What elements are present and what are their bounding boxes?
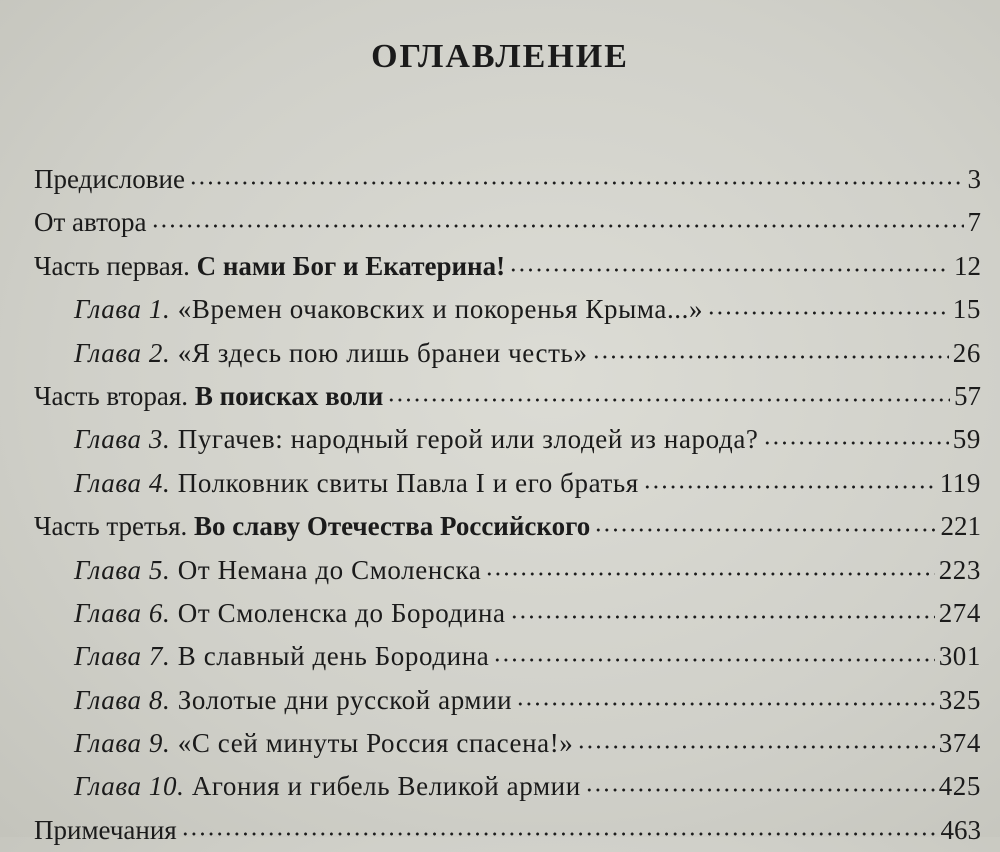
toc-page-number: 12	[954, 250, 981, 281]
toc-page-number: 325	[938, 684, 981, 715]
toc-entry-title: Золотые дни русской армии	[177, 684, 513, 715]
toc-entry-prefix: Часть первая.	[34, 250, 190, 281]
toc-entry-prefix: Часть третья.	[34, 511, 188, 542]
toc-entry-label	[74, 679, 512, 722]
toc-entry[interactable]	[34, 375, 981, 418]
toc-entry[interactable]	[34, 332, 981, 375]
toc-entry-prefix: Глава 3.	[74, 424, 171, 455]
toc-entry-prefix: От автора	[34, 207, 147, 238]
table-of-contents	[34, 158, 981, 852]
toc-entry-prefix: Глава 10.	[74, 771, 185, 802]
toc-entry-prefix: Предисловие	[34, 164, 185, 194]
toc-entry-prefix: Глава 1.	[74, 294, 171, 325]
toc-page-number: 223	[938, 554, 981, 585]
toc-entry-prefix: Глава 4.	[74, 467, 171, 498]
dot-leader	[516, 701, 934, 707]
toc-entry-title: «Я здесь пою лишь бранеи честь»	[177, 337, 588, 368]
toc-entry-title: Агония и гибель Великой армии	[191, 771, 581, 802]
toc-entry-title: «С сей минуты Россия спасена!»	[177, 728, 574, 759]
toc-page-number: 274	[938, 597, 981, 628]
dot-leader	[509, 267, 950, 273]
toc-entry-title: От Смоленска до Бородина	[177, 597, 506, 628]
toc-entry-title: В поисках воли	[194, 380, 384, 411]
toc-entry-title: Во славу Отечества Российского	[194, 511, 591, 542]
dot-leader	[485, 571, 934, 577]
toc-entry[interactable]	[34, 158, 981, 201]
dot-leader	[643, 484, 936, 490]
toc-page-number: 301	[938, 641, 981, 672]
toc-entry-label	[74, 635, 489, 678]
toc-entry-prefix: Примечания	[34, 814, 177, 845]
toc-entry-title: В славный день Бородина	[177, 641, 490, 672]
toc-entry-label	[74, 462, 639, 505]
toc-entry-label	[74, 288, 703, 331]
toc-entry[interactable]	[34, 765, 981, 808]
toc-entry[interactable]	[34, 462, 981, 505]
toc-entry-label	[34, 201, 147, 244]
toc-entry[interactable]	[34, 201, 981, 244]
dot-leader	[594, 527, 936, 533]
toc-page-number: 374	[938, 728, 981, 759]
toc-page-number: 7	[967, 207, 981, 238]
toc-entry-prefix: Глава 9.	[74, 728, 171, 759]
toc-entry-title: «Времен очаковских и покоренья Крыма...»	[177, 294, 704, 325]
toc-entry-label	[74, 592, 506, 635]
toc-entry[interactable]	[34, 809, 981, 852]
toc-entry-label	[74, 765, 581, 808]
toc-page-number: 463	[940, 814, 981, 845]
toc-entry[interactable]	[34, 592, 981, 635]
toc-page-number: 57	[954, 380, 981, 411]
toc-entry-label	[34, 245, 505, 288]
toc-page-number: 221	[940, 511, 981, 542]
toc-entry-prefix: Глава 7.	[74, 641, 171, 672]
toc-entry[interactable]	[34, 679, 981, 722]
dot-leader	[189, 180, 964, 186]
dot-leader	[387, 397, 950, 403]
toc-entry-prefix: Глава 2.	[74, 337, 171, 368]
toc-entry-label	[34, 158, 185, 201]
toc-entry-prefix: Глава 5.	[74, 554, 171, 585]
toc-entry-label	[74, 722, 573, 765]
dot-leader	[510, 614, 935, 620]
toc-entry[interactable]	[34, 245, 981, 288]
toc-page-number: 26	[952, 337, 981, 368]
toc-entry[interactable]	[34, 635, 981, 678]
toc-entry-prefix: Часть вторая.	[34, 380, 189, 411]
toc-entry-label	[74, 332, 588, 375]
toc-entry[interactable]	[34, 418, 981, 461]
dot-leader	[493, 657, 934, 663]
toc-page-number: 425	[938, 771, 981, 802]
toc-entry[interactable]	[34, 505, 981, 548]
toc-entry-label	[34, 809, 177, 852]
dot-leader	[181, 831, 937, 837]
toc-entry-label	[74, 418, 759, 461]
toc-entry-title: С нами Бог и Екатерина!	[196, 250, 506, 281]
toc-page-number: 59	[952, 424, 981, 455]
dot-leader	[763, 440, 949, 446]
dot-leader	[577, 744, 934, 750]
dot-leader	[592, 354, 949, 360]
toc-entry-title: Полковник свиты Павла I и его братья	[177, 467, 639, 498]
toc-page-number: 15	[952, 294, 981, 325]
toc-entry[interactable]	[34, 549, 981, 592]
dot-leader	[707, 310, 949, 316]
dot-leader	[151, 223, 964, 229]
toc-entry[interactable]	[34, 288, 981, 331]
toc-entry-title: Пугачев: народный герой или злодей из народа?	[177, 424, 759, 455]
toc-page-number: 119	[939, 467, 981, 498]
page-title: ОГЛАВЛЕНИЕ	[371, 38, 629, 75]
toc-entry-title: От Немана до Смоленска	[177, 554, 482, 585]
toc-page-number: 3	[967, 164, 981, 194]
toc-entry-label	[34, 505, 590, 548]
toc-entry-label	[74, 549, 481, 592]
toc-entry[interactable]	[34, 722, 981, 765]
toc-entry-label	[34, 375, 383, 418]
dot-leader	[585, 787, 935, 793]
toc-entry-prefix: Глава 6.	[74, 597, 171, 628]
toc-entry-prefix: Глава 8.	[74, 684, 171, 715]
